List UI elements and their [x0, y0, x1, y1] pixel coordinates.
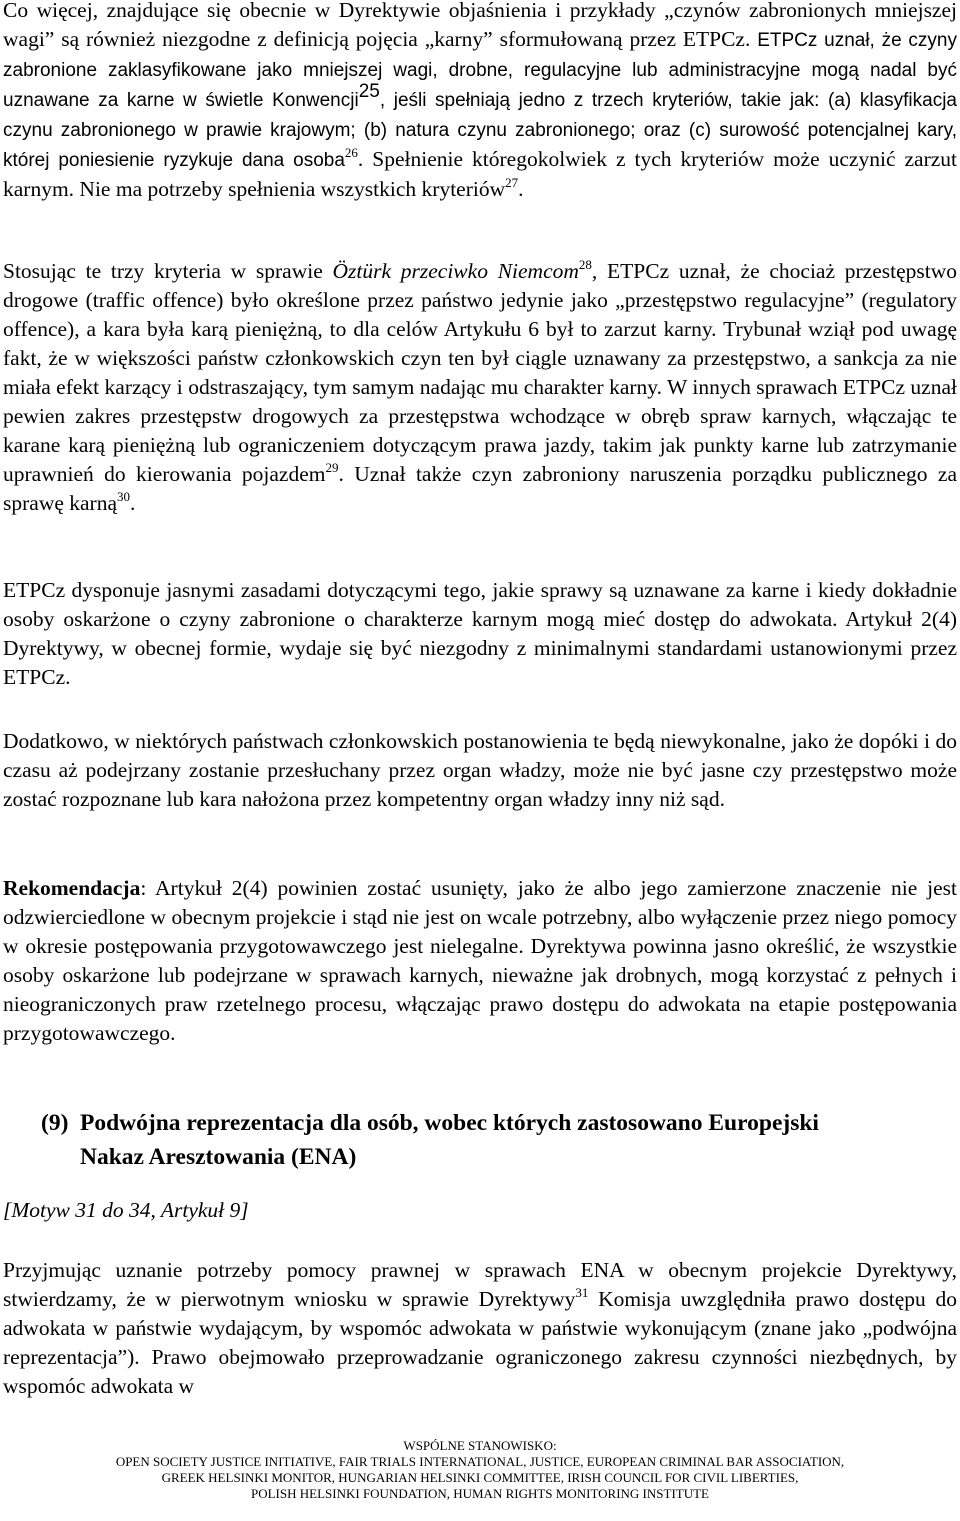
paragraph-text: Komisja uwzględniła prawo dostępu do adwokata w państwie wydającym, by wspomóc adwokata w państwie wykonującym (znane jako „podwójna reprezentacja”). Prawo obejmowało przeprowadzanie ograniczonego zakresu czynności niezbędnych, by wspomóc adwokata w	[3, 1287, 957, 1398]
footer-title: WSPÓLNE STANOWISKO:	[403, 1438, 557, 1453]
case-name: Öztürk przeciwko Niemcom	[332, 259, 579, 283]
footer-organizations-line: GREEK HELSINKI MONITOR, HUNGARIAN HELSINKI COMMITTEE, IRISH COUNCIL FOR CIVIL LIBERTIES,	[161, 1470, 799, 1485]
footnote-ref-25[interactable]: 25	[358, 81, 380, 102]
footer-organizations-line: POLISH HELSINKI FOUNDATION, HUMAN RIGHTS MONITORING INSTITUTE	[251, 1486, 709, 1501]
paragraph-text: ETPCz uznał, że czyny zabronione zaklasyfikowane jako mniejszej wagi, drobne, regulacyjne lub administracyjne mogą nadal być uznawane za karne w świetle Konwencji	[3, 30, 958, 111]
paragraph-text: .	[518, 177, 524, 201]
paragraph-minor-offences	[3, 0, 957, 204]
paragraph-text: .	[130, 491, 136, 515]
section-title-line2: Nakaz Aresztowania (ENA)	[80, 1144, 357, 1170]
paragraph-etpcz-rules: ETPCz dysponuje jasnymi zasadami dotyczącymi tego, jakie sprawy są uznawane za karne i kiedy dokładnie osoby oskarżone o czyny zabronione o charakterze karnym mogą mieć dostęp do adwokata. Artykuł 2(4) Dyrektywy, w obecnej formie, wydaje się być niezgodny z minimalnymi standardami ustanowionymi przez ETPCz.	[3, 578, 957, 689]
footnote-ref-29[interactable]: 29	[325, 460, 339, 475]
paragraph-ena	[3, 1256, 957, 1401]
recommendation-label: Rekomendacja	[3, 876, 141, 900]
paragraph-ozturk	[3, 257, 957, 518]
paragraph-recommendation	[3, 874, 957, 1048]
paragraph-text: Przyjmując uznanie potrzeby pomocy prawnej w sprawach ENA w obecnym projekcie Dyrektywy, stwierdzamy, że w pierwotnym wniosku w sprawie Dyrektywy	[3, 1258, 957, 1311]
page-footer	[0, 1438, 960, 1502]
section-heading	[41, 1106, 959, 1174]
paragraph-text: Co więcej, znajdujące się obecnie w Dyrektywie objaśnienia i przykłady „czynów zabronionych mniejszej wagi” są również niezgodne z definicją pojęcia „karny” sformułowaną przez ETPCz.	[3, 0, 957, 51]
paragraph-text: , ETPCz uznał, że chociaż przestępstwo drogowe (traffic offence) było określone przez państwo jedynie jako „przestępstwo regulacyjne” (regulatory offence), a kara była karą pieniężną, to dla celów Artykułu 6 był to zarzut karny. Trybunał wziął pod uwagę fakt, że w większości państw członkowskich czyn ten był ciągle uznawany za przestępstwo, a sankcja za nie miała efekt karzący i odstraszający, tym samym nadając mu charakter karny. W innych sprawach ETPCz uznał pewien zakres przestępstw drogowych za przestępstwa wchodzące w obręb spraw karnych, włączając te karane karą pieniężną lub ograniczeniem dotyczącym prawa jazdy, takim jak punkty karne lub zatrzymanie uprawnień do kierowania pojazdem	[3, 259, 957, 486]
paragraph-text: . Uznał także czyn zabroniony naruszenia porządku publicznego za sprawę karną	[3, 462, 957, 515]
paragraph-additionally: Dodatkowo, w niektórych państwach członkowskich postanowienia te będą niewykonalne, jako że dopóki i do czasu aż podejrzany zostanie przesłuchany przez organ władzy, może nie być jasne czy przestępstwo może zostać rozpoznane lub kara nałożona przez kompetentny organ władzy inny niż sąd.	[3, 729, 957, 811]
paragraph-text: , jeśli spełniają jedno z trzech kryteriów, takie jak: (a) klasyfikacja czynu zabronionego w prawie krajowym; (b) natura czynu zabronionego; oraz (c) surowość potencjalnej kary, której poniesienie ryzykuje dana osoba	[3, 90, 957, 171]
section-number: (9)	[41, 1110, 69, 1136]
section-title-line1: Podwójna reprezentacja dla osób, wobec których zastosowano Europejski	[80, 1110, 819, 1136]
paragraph-text: . Spełnienie któregokolwiek z tych kryteriów może uczynić zarzut karnym. Nie ma potrzeby spełnienia wszystkich kryteriów	[3, 147, 957, 201]
footnote-ref-31[interactable]: 31	[575, 1285, 589, 1300]
footnote-ref-26[interactable]: 26	[344, 145, 358, 160]
footer-organizations-line: OPEN SOCIETY JUSTICE INITIATIVE, FAIR TRIALS INTERNATIONAL, JUSTICE, EUROPEAN CRIMINAL BAR ASSOCIATION,	[115, 1454, 845, 1469]
section-reference: [Motyw 31 do 34, Artykuł 9]	[3, 1198, 249, 1222]
footnote-ref-30[interactable]: 30	[117, 489, 131, 504]
footnote-ref-27[interactable]: 27	[505, 175, 519, 190]
paragraph-text: : Artykuł 2(4) powinien zostać usunięty, jako że albo jego zamierzone znaczenie nie jest odzwierciedlone w obecnym projekcie i stąd nie jest on wcale potrzebny, albo wyłączenie przez niego pomocy w okresie postępowania przygotowawczego jest nielegalne. Dyrektywa powinna jasno określić, że wszystkie osoby oskarżone lub podejrzane w sprawach karnych, nieważne jak drobnych, mogą korzystać z pełnych i nieograniczonych praw rzetelnego procesu, włączając prawo dostępu do adwokata na etapie postępowania przygotowawczego.	[3, 876, 957, 1045]
footnote-ref-28[interactable]: 28	[578, 257, 592, 272]
paragraph-text: Stosując te trzy kryteria w sprawie	[3, 259, 333, 283]
